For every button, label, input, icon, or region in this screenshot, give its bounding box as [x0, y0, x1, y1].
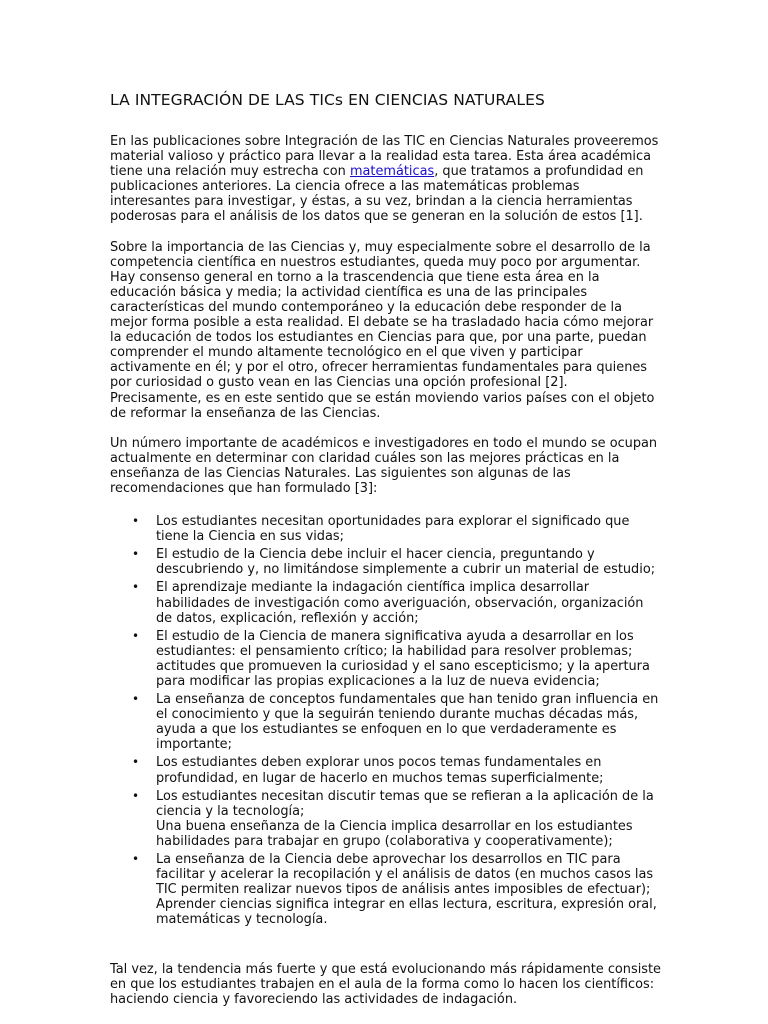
bullet-icon: •: [132, 692, 140, 707]
list-item: [110, 755, 662, 785]
list-item: [110, 547, 662, 577]
bullet-icon: •: [132, 755, 140, 770]
list-item-text: La enseñanza de conceptos fundamentales que han tenido gran influencia en el conocimiento y que la seguirán teniendo durante muchas décadas más, ayuda a que los estudiantes se enfoquen en lo que verdaderamente es importante;: [156, 692, 659, 753]
list-item-text: El estudio de la Ciencia de manera significativa ayuda a desarrollar en los estudiantes: el pensamiento crítico; la habilidad para resolver problemas; actitudes que promueven la curiosidad y el sano escepticismo; y la apertura para modificar las propias explicaciones a la luz de nueva evidencia;: [156, 628, 650, 689]
document-title: LA INTEGRACIÓN DE LAS TICs EN CIENCIAS NATURALES: [110, 91, 545, 109]
paragraph-4: Tal vez, la tendencia más fuerte y que está evolucionando más rápidamente consiste en que los estudiantes trabajen en el aula de la forma como lo hacen los científicos: haciendo ciencia y favoreciendo las actividades de indagación.: [110, 961, 661, 1007]
list-item: [110, 852, 662, 927]
list-item-text: El aprendizaje mediante la indagación científica implica desarrollar habilidades de investigación como averiguación, observación, organización de datos, explicación, reflexión y acción;: [156, 580, 644, 626]
bullet-icon: •: [132, 514, 140, 529]
paragraph-1-text-b: , que tratamos a profundidad en publicaciones anteriores. La ciencia ofrece a las matemáticas problemas interesantes para investigar, y éstas, a su vez, brindan a la ciencia herramientas poderosas para el análisis de los datos que se generan en la solución de estos [1].: [110, 164, 644, 225]
document-body: [110, 90, 662, 1022]
list-item: [110, 789, 662, 849]
list-item-text: El estudio de la Ciencia debe incluir el hacer ciencia, preguntando y descubriendo y, no limitándose simplemente a cubrir un material de estudio;: [156, 547, 656, 578]
paragraph-2: Sobre la importancia de las Ciencias y, muy especialmente sobre el desarrollo de la competencia científica en nuestros estudiantes, queda muy poco por argumentar. Hay consenso general en torno a la trascendencia que tiene esta área en la educación básica y media; la actividad científica es una de las principales características del mundo contemporáneo y la educación debe responder de la mejor forma posible a esta realidad. El debate se ha trasladado hacia cómo mejorar la educación de todos los estudiantes en Ciencias para que, por una parte, puedan comprender el mundo altamente tecnológico en el que viven y participar activamente en él; y por el otro, ofrecer herramientas fundamentales para quienes por curiosidad o gusto vean en las Ciencias una opción profesional [2]. Precisamente, es en este sentido que se están moviendo varios países con el objeto de reformar la enseñanza de las Ciencias.: [110, 239, 655, 421]
bullet-icon: •: [132, 628, 140, 643]
list-item-text: Los estudiantes deben explorar unos pocos temas fundamentales en profundidad, en lugar de hacerlo en muchos temas superficialmente;: [156, 755, 604, 786]
bullet-icon: •: [132, 788, 140, 803]
recommendations-list: [110, 514, 662, 927]
bullet-icon: •: [132, 852, 140, 867]
list-item-text: La enseñanza de la Ciencia debe aprovechar los desarrollos en TIC para facilitar y acelerar la recopilación y el análisis de datos (en muchos casos las TIC permiten realizar nuevos tipos de análisis antes imposibles de efectuar);: [156, 852, 654, 898]
paragraph-1: [110, 134, 662, 225]
bullet-icon: •: [132, 547, 140, 562]
list-item-text: Una buena enseñanza de la Ciencia implica desarrollar en los estudiantes habilidades para trabajar en grupo (colaborativa y cooperativamente);: [156, 818, 633, 849]
paragraph-1-text-a: En las publicaciones sobre Integración de las TIC en Ciencias Naturales proveeremos material valioso y práctico para llevar a la realidad esta tarea. Esta área académica tiene una relación muy estrecha con: [110, 134, 659, 180]
matematicas-link[interactable]: matemáticas: [349, 164, 435, 180]
list-item-text: Los estudiantes necesitan discutir temas que se refieran a la aplicación de la ciencia y la tecnología;: [156, 788, 654, 819]
list-item-text: Aprender ciencias significa integrar en ellas lectura, escritura, expresión oral, matemáticas y tecnología.: [156, 897, 657, 928]
paragraph-3: Un número importante de académicos e investigadores en todo el mundo se ocupan actualmente en determinar con claridad cuáles son las mejores prácticas en la enseñanza de las Ciencias Naturales. Las siguientes son algunas de las recomendaciones que han formulado [3]:: [110, 435, 658, 496]
list-item: [110, 514, 662, 544]
list-item: [110, 580, 662, 625]
list-item-text: Los estudiantes necesitan oportunidades para explorar el significado que tiene la Ciencia en sus vidas;: [156, 514, 630, 545]
bullet-icon: •: [132, 580, 140, 595]
list-item: [110, 692, 662, 752]
list-item: [110, 629, 662, 689]
